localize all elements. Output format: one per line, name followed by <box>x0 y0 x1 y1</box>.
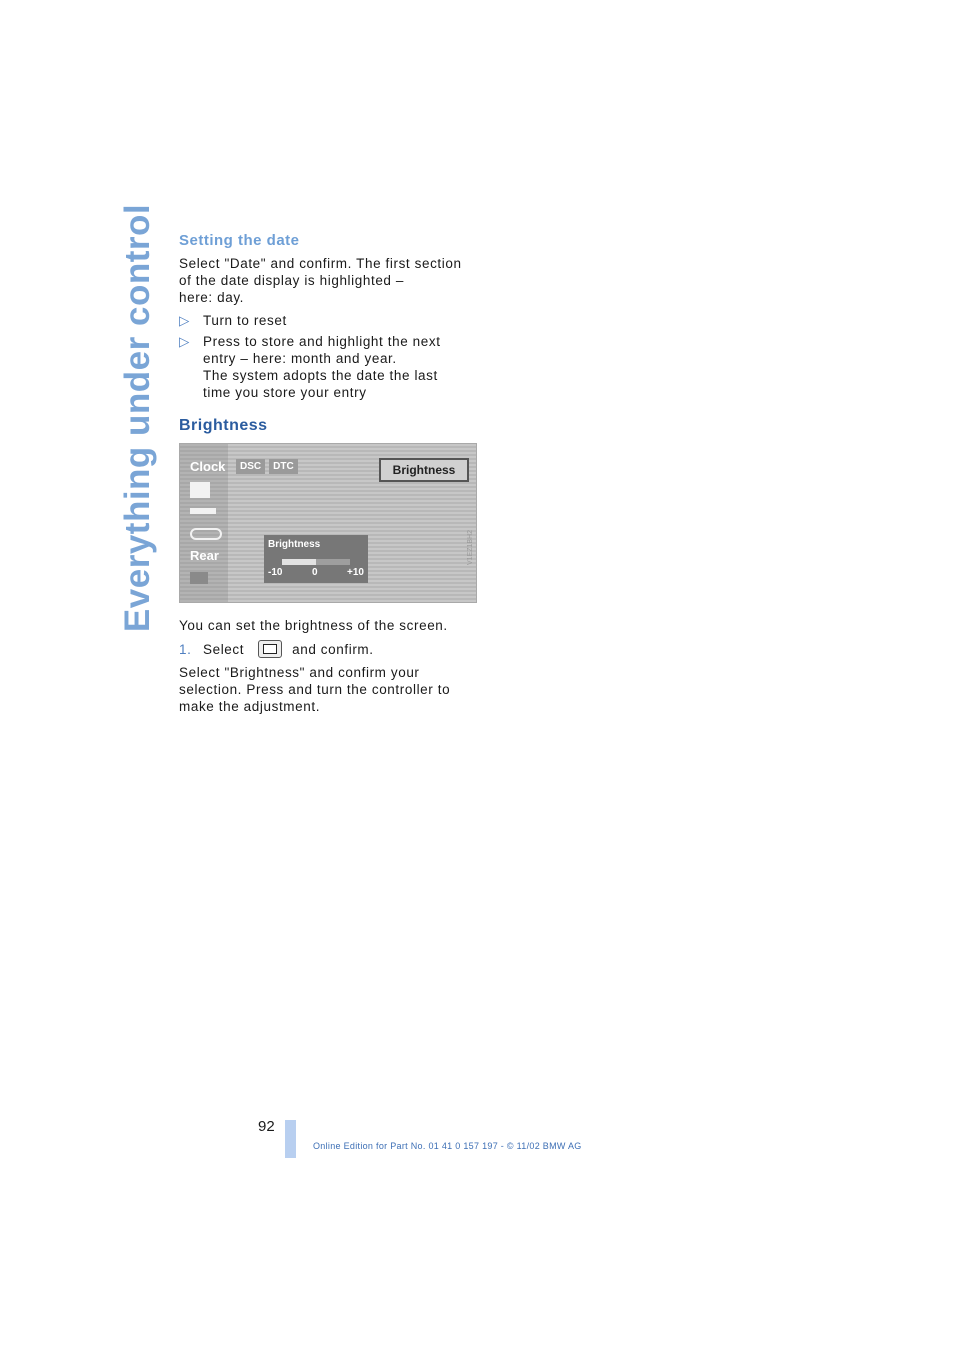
bullet-item <box>179 333 479 401</box>
setting-date-heading: Setting the date <box>179 232 300 249</box>
brightness-screen-illustration <box>179 443 477 603</box>
brightness-outro <box>179 664 479 715</box>
step-text-before: Select <box>203 641 245 657</box>
bullet-line: The system adopts the date the last <box>203 368 438 383</box>
screen-menu-rear: Rear <box>190 548 219 563</box>
bullet-line: time you store your entry <box>203 385 367 400</box>
outro-line: Select "Brightness" and confirm your <box>179 665 420 680</box>
tab-dsc: DSC <box>236 459 265 474</box>
image-code: V1EZ1BH2 <box>466 529 474 566</box>
brightness-heading: Brightness <box>179 417 268 434</box>
brightness-slider <box>282 559 350 565</box>
outro-line: make the adjustment. <box>179 699 321 714</box>
screen-menu-clock: Clock <box>190 459 226 474</box>
step-item <box>179 640 479 658</box>
intro-line: here: day. <box>179 290 245 305</box>
tab-brightness: Brightness <box>379 458 469 482</box>
setting-date-intro <box>179 255 479 306</box>
page-content <box>179 228 479 721</box>
scale-min: -10 <box>268 567 283 578</box>
screen-tabs <box>236 459 298 474</box>
step-text-after: and confirm. <box>292 641 374 657</box>
footer-edition-note: Online Edition for Part No. 01 41 0 157 197 - © 11/02 BMW AG <box>313 1141 582 1151</box>
intro-line: Select "Date" and confirm. The first section <box>179 256 462 271</box>
bullet-line: Turn to reset <box>203 313 287 328</box>
car-icon <box>190 528 222 540</box>
bullet-item <box>179 312 479 329</box>
outro-line: selection. Press and turn the controller to <box>179 682 451 697</box>
page-marker-bar <box>285 1120 296 1158</box>
chapter-side-title <box>118 203 158 633</box>
scale-max: +10 <box>347 567 364 578</box>
panel-title: Brightness <box>268 539 321 550</box>
slider-scale <box>268 567 364 578</box>
screen-icon <box>190 572 208 584</box>
bullet-line: Press to store and highlight the next <box>203 334 441 349</box>
step-number: 1. <box>179 641 192 657</box>
equalizer-icon <box>190 508 216 514</box>
display-settings-icon <box>258 640 282 658</box>
slider-fill <box>282 559 316 565</box>
scale-mid: 0 <box>311 567 318 578</box>
chapter-title-text: Everything under control <box>118 203 157 633</box>
triangle-bullet-icon: ▷ <box>179 334 190 349</box>
flag-icon <box>190 482 210 498</box>
brightness-panel <box>264 535 368 583</box>
intro-line: of the date display is highlighted – <box>179 273 404 288</box>
page-number: 92 <box>258 1118 275 1135</box>
triangle-bullet-icon: ▷ <box>179 313 190 328</box>
bullet-line: entry – here: month and year. <box>203 351 397 366</box>
tab-dtc: DTC <box>269 459 298 474</box>
brightness-intro: You can set the brightness of the screen. <box>179 618 448 633</box>
